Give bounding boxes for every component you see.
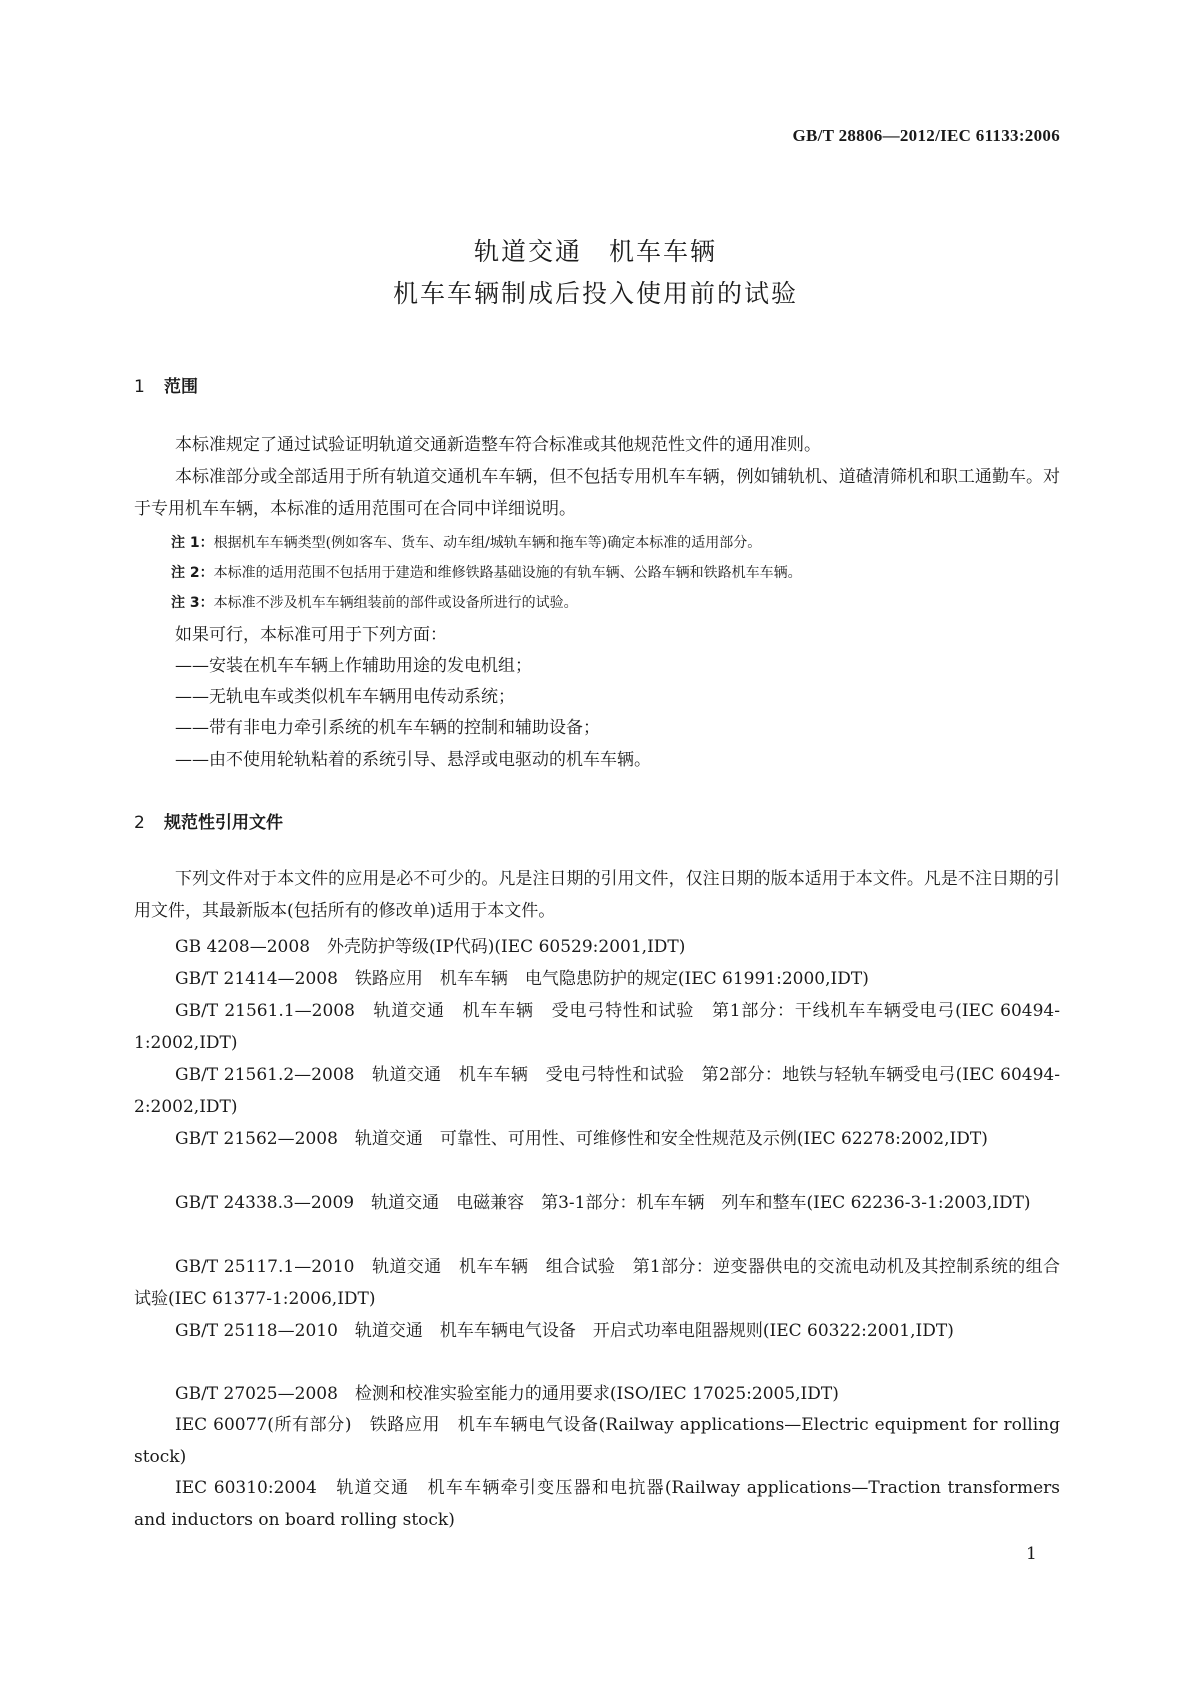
note-label: 注 2： <box>171 565 214 581</box>
note-label: 注 3： <box>171 595 214 611</box>
note-3 <box>171 593 1061 613</box>
reference-item: GB/T 24338.3—2009 轨道交通 电磁兼容 第3-1部分：机车车辆 列车和整车(IEC 62236-3-1:2003,IDT) <box>175 1193 1031 1213</box>
section-title: 范围 <box>164 377 198 397</box>
reference-item: GB/T 21562—2008 轨道交通 可靠性、可用性、可维修性和安全性规范及示例(IEC 62278:2002,IDT) <box>175 1129 988 1149</box>
reference-item: GB/T 21414—2008 铁路应用 机车车辆 电气隐患防护的规定(IEC 61991:2000,IDT) <box>175 969 869 989</box>
list-item: ——由不使用轮轨粘着的系统引导、悬浮或电驱动的机车车辆。 <box>175 750 651 770</box>
section-number: 1 <box>134 377 145 397</box>
note-1 <box>171 533 1061 553</box>
paragraph: 下列文件对于本文件的应用是必不可少的。凡是注日期的引用文件，仅注日期的版本适用于本文件。凡是不注日期的引用文件，其最新版本(包括所有的修改单)适用于本文件。 <box>134 869 1060 921</box>
reference-item: GB/T 25117.1—2010 轨道交通 机车车辆 组合试验 第1部分：逆变器供电的交流电动机及其控制系统的组合试验(IEC 61377-1:2006,IDT) <box>134 1257 1060 1309</box>
note-label: 注 1： <box>171 535 214 551</box>
list-item: ——安装在机车车辆上作辅助用途的发电机组； <box>175 656 532 676</box>
document-code-header: GB/T 28806—2012/IEC 61133:2006 <box>792 126 1060 145</box>
reference-item: GB/T 21561.2—2008 轨道交通 机车车辆 受电弓特性和试验 第2部分：地铁与轻轨车辆受电弓(IEC 60494-2:2002,IDT) <box>134 1065 1060 1117</box>
paragraph: 本标准规定了通过试验证明轨道交通新造整车符合标准或其他规范性文件的通用准则。 <box>175 435 821 455</box>
applicable-intro: 如果可行，本标准可用于下列方面： <box>175 625 447 645</box>
reference-item: IEC 60310:2004 轨道交通 机车车辆牵引变压器和电抗器(Railway applications—Traction transformers and inductors on board rolling stock) <box>134 1478 1060 1530</box>
section-title: 规范性引用文件 <box>164 813 283 833</box>
list-item: ——无轨电车或类似机车车辆用电传动系统； <box>175 687 515 707</box>
section-number: 2 <box>134 813 145 833</box>
page-number: 1 <box>1026 1544 1037 1564</box>
note-text: 根据机车车辆类型(例如客车、货车、动车组/城轨车辆和拖车等)确定本标准的适用部分。 <box>213 535 762 551</box>
note-text: 本标准的适用范围不包括用于建造和维修铁路基础设施的有轨车辆、公路车辆和铁路机车车辆。 <box>213 565 802 581</box>
title-line-2: 机车车辆制成后投入使用前的试验 <box>392 279 798 308</box>
section-2-heading <box>134 808 283 833</box>
section-1-heading <box>134 372 198 397</box>
reference-item: GB/T 25118—2010 轨道交通 机车车辆电气设备 开启式功率电阻器规则(IEC 60322:2001,IDT) <box>175 1321 954 1341</box>
note-2 <box>171 563 1061 583</box>
paragraph: 本标准部分或全部适用于所有轨道交通机车车辆，但不包括专用机车车辆，例如铺轨机、道碴清筛机和职工通勤车。对于专用机车车辆，本标准的适用范围可在合同中详细说明。 <box>134 467 1060 519</box>
reference-item: GB 4208—2008 外壳防护等级(IP代码)(IEC 60529:2001,IDT) <box>175 937 686 957</box>
reference-item: GB/T 27025—2008 检测和校准实验室能力的通用要求(ISO/IEC 17025:2005,IDT) <box>175 1384 839 1404</box>
reference-item: GB/T 21561.1—2008 轨道交通 机车车辆 受电弓特性和试验 第1部分：干线机车车辆受电弓(IEC 60494-1:2002,IDT) <box>134 1001 1060 1053</box>
title-line-1: 轨道交通 机车车辆 <box>473 237 717 266</box>
reference-item: IEC 60077(所有部分) 铁路应用 机车车辆电气设备(Railway applications—Electric equipment for rolling stock) <box>134 1415 1060 1467</box>
note-text: 本标准不涉及机车车辆组装前的部件或设备所进行的试验。 <box>213 595 578 611</box>
list-item: ——带有非电力牵引系统的机车车辆的控制和辅助设备； <box>175 718 600 738</box>
